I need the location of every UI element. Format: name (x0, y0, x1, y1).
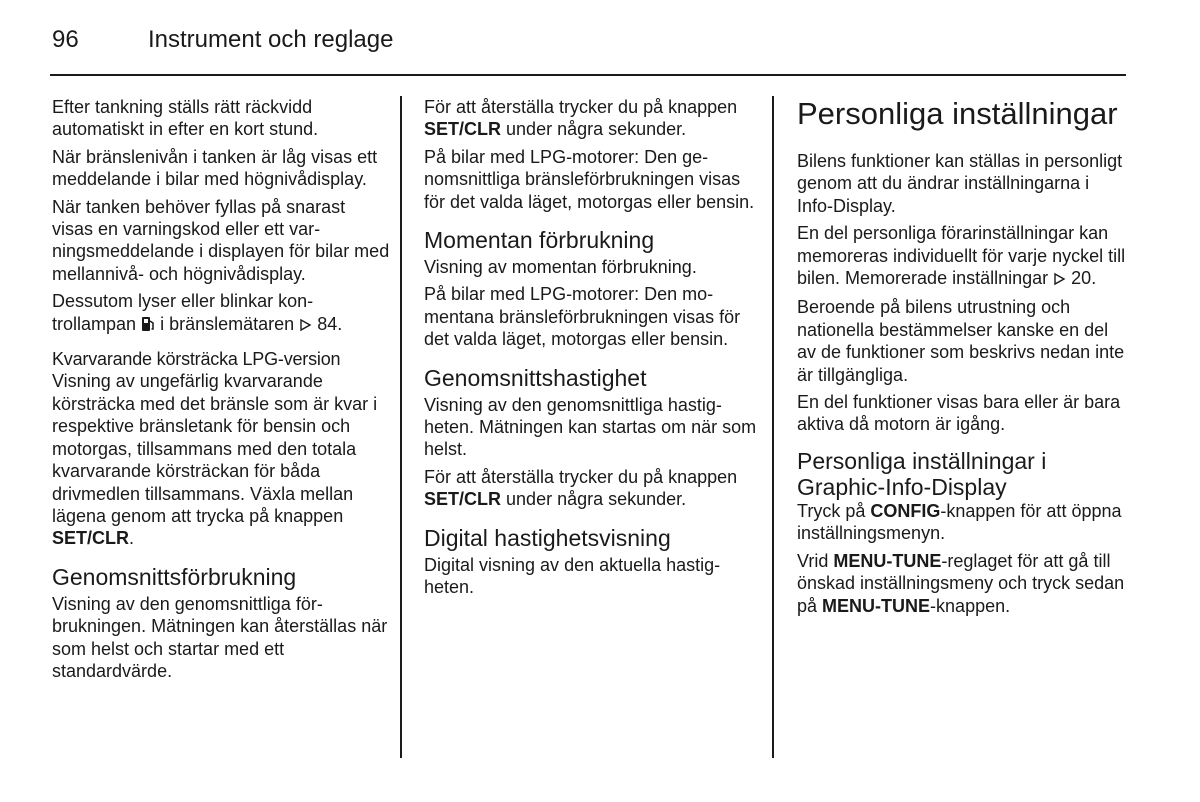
key-label: CONFIG (870, 500, 941, 521)
paragraph: Visning av den genomsnittliga hastigheten. Mätningen kan startas om när som helst. (424, 394, 757, 460)
text-span: -knappen. (930, 595, 1011, 616)
paragraph: Beroende på bilens utrustning och nationella bestämmelser kanske en del av de funktioner som beskrivs nedan inte är tillgängliga. (797, 297, 1125, 385)
paragraph (52, 290, 390, 337)
text-span: Tryck på (797, 500, 866, 521)
paragraph (797, 550, 1130, 617)
column-divider-2 (772, 96, 774, 758)
column-1 (52, 96, 390, 687)
page-number: 96 (52, 26, 79, 53)
paragraph: Digital visning av den aktuella hastigheten. (424, 554, 721, 598)
text-span: För att återställa trycker du på knappen (424, 466, 738, 487)
paragraph (424, 96, 760, 141)
section-heading: Digital hastighetsvisning (424, 524, 671, 551)
column-3 (797, 96, 1130, 622)
text-span: En del personliga förarinställningar kan memoreras individuellt för varje nyckel till bilen. Memorerade inställningar (797, 223, 1126, 289)
key-label: SET/CLR (52, 528, 130, 549)
header-divider (50, 74, 1126, 76)
key-label: SET/CLR (424, 119, 502, 140)
paragraph: Bilens funktioner kan ställas in personligt genom att du ändrar inställningarna i Info-Display. (797, 151, 1123, 216)
paragraph: Visning av den genomsnittliga förbrukningen. Mätningen kan återställas när som helst och startar med ett standardvärde. (52, 593, 388, 681)
text-span: i bränslemätaren (160, 313, 295, 334)
paragraph: När tanken behöver fyllas på snarast visas en varningskod eller ett varningsmeddelande i displayen för bilar med mellannivå- och högnivådisplay. (52, 196, 390, 284)
text-span: För att återställa trycker du på knappen (424, 97, 738, 117)
key-label: SET/CLR (424, 489, 502, 510)
paragraph: Visning av momentan förbrukning. (424, 257, 697, 278)
section-heading: Genomsnittsförbrukning (52, 563, 297, 590)
text-span: -reglaget för att gå till önskad inställningsmeny och tryck sedan på (797, 550, 1125, 616)
sub-heading: Kvarvarande körsträcka LPG-version (52, 349, 341, 370)
page-reference: 20. (1071, 268, 1097, 289)
reference-arrow-icon (1053, 269, 1066, 291)
text-span: Vrid (797, 550, 829, 571)
paragraph: En del funktioner visas bara eller är bara aktiva då motorn är igång. (797, 392, 1121, 435)
paragraph (797, 222, 1130, 291)
page-header (52, 22, 1126, 58)
text-span: Dessutom lyser eller blinkar kontrollampan (52, 291, 314, 334)
reference-arrow-icon (299, 315, 312, 337)
paragraph: Efter tankning ställs rätt räckvidd automatiskt in efter en kort stund. (52, 97, 319, 140)
paragraph (797, 500, 1130, 545)
fuel-pump-icon (141, 315, 155, 337)
text-span: under några sekunder. (506, 489, 687, 510)
paragraph: På bilar med LPG-motorer: Den genomsnittliga bränsleförbrukningen visas för det valda läget, motorgas eller bensin. (424, 146, 755, 212)
paragraph (424, 466, 760, 511)
paragraph: När bränslenivån i tanken är låg visas ett meddelande i bilar med högnivådisplay. (52, 146, 378, 190)
text-span: Visning av ungefärlig kvarvarande körsträcka med det bränsle som är kvar i respektive bränsletank för bensin och motorgas, tillsammans med den totala kvarvarande körsträckan för båda drivmedlen tillsammans. Växla mellan lägena genom att trycka på knappen (52, 371, 378, 526)
paragraph (52, 370, 390, 549)
key-label: MENU-TUNE (822, 595, 931, 616)
page-reference: 84. (317, 313, 343, 334)
text-span: . (129, 528, 135, 549)
chapter-heading: Personliga inställningar (797, 96, 1118, 131)
column-divider-1 (400, 96, 402, 758)
column-2 (424, 96, 760, 604)
section-heading: Momentan förbrukning (424, 227, 655, 254)
key-label: MENU-TUNE (833, 550, 942, 571)
page-title: Instrument och reglage (148, 26, 394, 53)
text-span: -knappen för att öppna inställningsmenyn. (797, 500, 1122, 544)
section-heading: Personliga inställningar i Graphic-Info-Display (797, 447, 1047, 500)
section-heading: Genomsnittshastighet (424, 364, 647, 391)
paragraph: På bilar med LPG-motorer: Den momentana bränsleförbrukningen visas för det valda läget, motorgas eller bensin. (424, 284, 741, 350)
text-span: under några sekunder. (506, 119, 687, 140)
